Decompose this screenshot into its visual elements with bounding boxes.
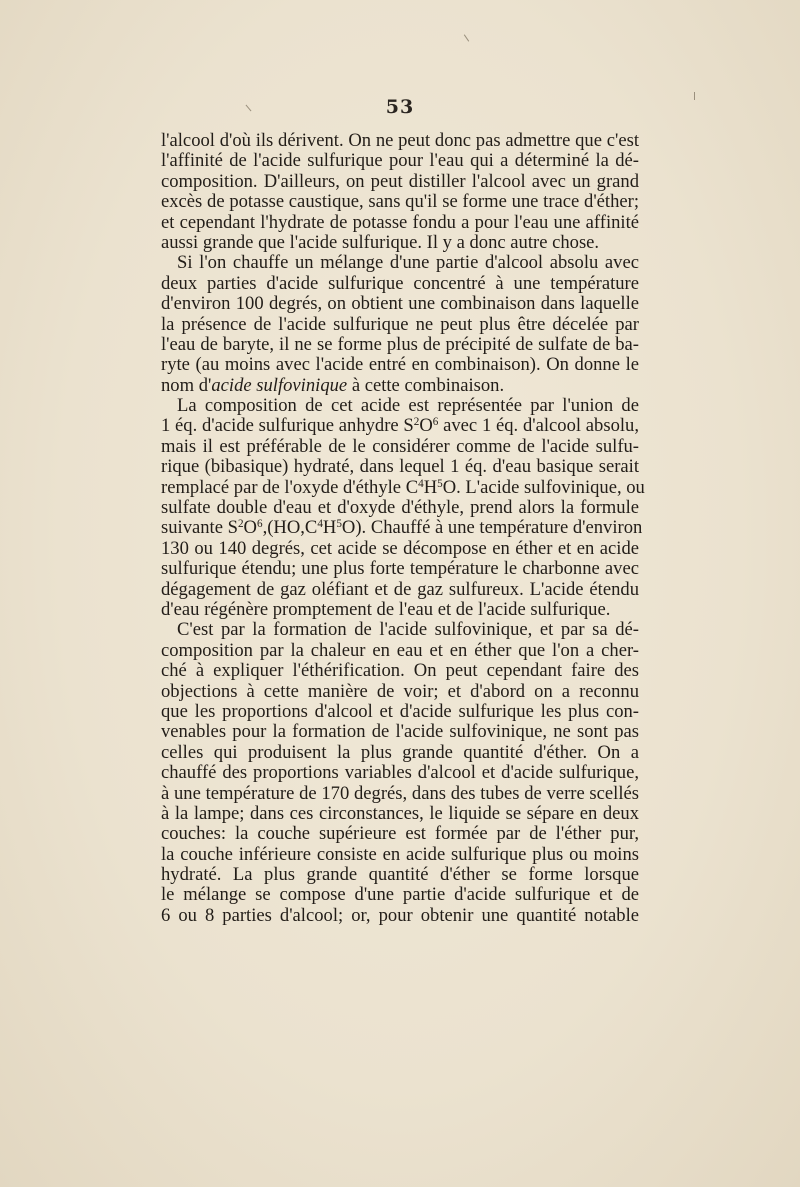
text-line: que les proportions d'alcool et d'acide sulfurique les plus con- [161, 700, 639, 722]
superscript: 4 [418, 477, 424, 490]
text-line: la couche inférieure consiste en acide sulfurique plus ou moins [161, 843, 639, 865]
text-line: deux parties d'acide sulfurique concentré à une température [161, 272, 639, 294]
body-text [161, 130, 645, 926]
text-line: mais il est préférable de le considérer comme de l'acide sulfu- [161, 435, 639, 457]
text-line: le mélange se compose d'une partie d'acide sulfurique et de [161, 884, 639, 906]
text-line: l'eau de baryte, il ne se forme plus de précipité de sulfate de ba- [161, 333, 639, 355]
text-line: la présence de l'acide sulfurique ne peut plus être décelée par [161, 313, 639, 335]
superscript: 2 [237, 518, 244, 531]
text-line: C'est par la formation de l'acide sulfovinique, et par sa dé- [177, 619, 639, 641]
text-line: sulfurique étendu; une plus forte température le charbonne avec [161, 558, 639, 580]
text-line: aussi grande que l'acide sulfurique. Il y a donc autre chose. [161, 231, 600, 253]
text-line: 6 ou 8 parties d'alcool; or, pour obtenir une quantité notable [161, 904, 639, 926]
superscript: 6 [432, 416, 439, 429]
page-number: 53 [385, 96, 415, 118]
text-line: dégagement de gaz oléfiant et de gaz sulfureux. L'acide étendu [161, 578, 639, 600]
text-line: La composition de cet acide est représentée par l'union de [177, 395, 639, 417]
text-line: hydraté. La plus grande quantité d'éther se forme lorsque [161, 864, 639, 886]
text-line: ryte (au moins avec l'acide entré en combinaison). On donne le [161, 354, 639, 376]
text-line: Si l'on chauffe un mélange d'une partie d'alcool absolu avec [177, 252, 639, 274]
superscript: 5 [437, 477, 443, 490]
text-line: excès de potasse caustique, sans qu'il se forme une trace d'éther; [161, 191, 639, 213]
superscript: 6 [256, 518, 263, 531]
text-line: d'environ 100 degrés, on obtient une combinaison dans laquelle [161, 293, 639, 315]
text-line: l'affinité de l'acide sulfurique pour l'eau qui a déterminé la dé- [161, 150, 639, 172]
text-line: à une température de 170 degrés, dans des tubes de verre scellés [161, 782, 639, 804]
text-line: couches: la couche supérieure est formée par de l'éther pur, [161, 823, 639, 845]
text-line: celles qui produisent la plus grande quantité d'éther. On a [161, 741, 639, 763]
text-line: composition par la chaleur en eau et en éther que l'on a cher- [161, 639, 639, 661]
text-line: nom d'acide sulfovinique à cette combinaison. [161, 374, 505, 396]
superscript: 5 [336, 518, 342, 531]
paper-speck [464, 34, 469, 41]
text-line: composition. D'ailleurs, on peut distiller l'alcool avec un grand [161, 170, 639, 192]
superscript: 4 [317, 518, 323, 531]
italic-term: acide sulfovinique [211, 374, 348, 396]
text-line: rique (bibasique) hydraté, dans lequel 1 éq. d'eau basique serait [161, 456, 639, 478]
text-line: ché à expliquer l'éthérification. On peut cependant faire des [161, 660, 639, 682]
text-line: objections à cette manière de voir; et d'abord on a reconnu [161, 680, 639, 702]
text-line: suivante $S^2O^6,(HO,C^4H^5O)$. Chauffé à une température d'environ [161, 517, 643, 539]
text-line: venables pour la formation de l'acide sulfovinique, ne sont pas [161, 721, 639, 743]
text-line: 1 éq. d'acide sulfurique anhydre $S^2O^6$ avec 1 éq. d'alcool absolu, [161, 415, 639, 437]
text-line: et cependant l'hydrate de potasse fondu a pour l'eau une affinité [161, 211, 639, 233]
text-line: sulfate double d'eau et d'oxyde d'éthyle, prend alors la formule [161, 497, 639, 519]
text-line: d'eau régénère promptement de l'eau et de l'acide sulfurique. [161, 598, 611, 620]
text-line: remplacé par de l'oxyde d'éthyle $C^4H^5O$. L'acide sulfovinique, ou [161, 476, 645, 498]
text-line: l'alcool d'où ils dérivent. On ne peut donc pas admettre que c'est [161, 130, 639, 151]
superscript: 2 [413, 416, 420, 429]
text-line: chauffé des proportions variables d'alcool et d'acide sulfurique, [161, 762, 639, 784]
text-line: 130 ou 140 degrés, cet acide se décompose en éther et en acide [161, 537, 639, 559]
text-line: à la lampe; dans ces circonstances, le liquide se sépare en deux [161, 802, 639, 824]
